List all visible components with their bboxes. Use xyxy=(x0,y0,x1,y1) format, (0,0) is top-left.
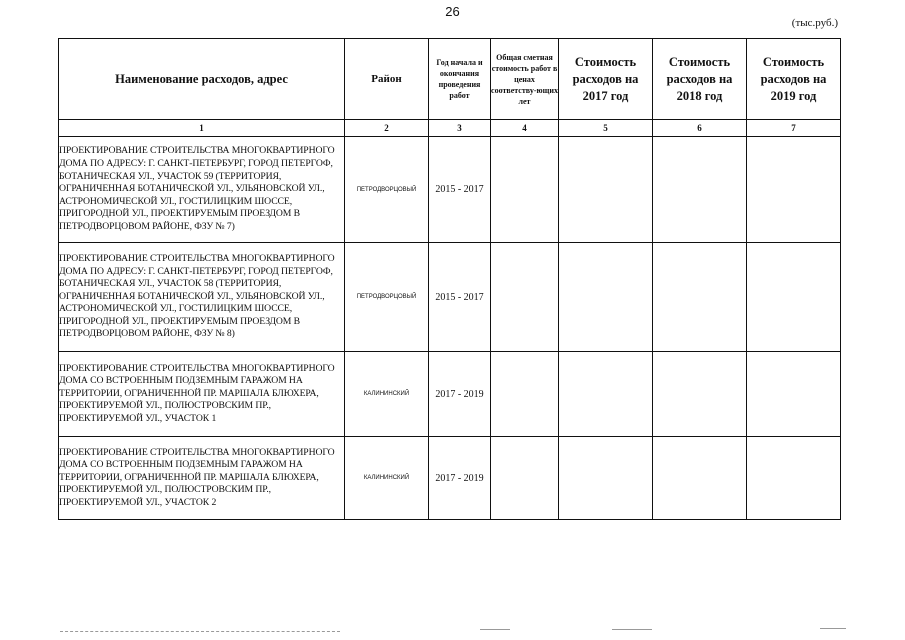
table-row xyxy=(59,352,841,437)
scan-artifact-line xyxy=(820,628,846,629)
scan-artifact-line xyxy=(612,629,652,630)
cost-2018-cell xyxy=(653,437,747,520)
expense-name: ПРОЕКТИРОВАНИЕ СТРОИТЕЛЬСТВА МНОГОКВАРТИРНОГО ДОМА СО ВСТРОЕННЫМ ПОДЗЕМНЫМ ГАРАЖОМ НА ТЕРРИТОРИИ, ОГРАНИЧЕННОЙ ПР. МАРШАЛА БЛЮХЕРА, ПРОЕКТИРУЕМОЙ УЛ., ПОЛЮСТРОВСКИМ ПР., ПРОЕКТИРУЕМОЙ УЛ., УЧАСТОК 2 xyxy=(59,437,345,520)
cost-2018-cell xyxy=(653,352,747,437)
work-years: 2015 - 2017 xyxy=(429,243,491,352)
table-row xyxy=(59,437,841,520)
header-row xyxy=(59,39,841,120)
expense-name: ПРОЕКТИРОВАНИЕ СТРОИТЕЛЬСТВА МНОГОКВАРТИРНОГО ДОМА СО ВСТРОЕННЫМ ПОДЗЕМНЫМ ГАРАЖОМ НА ТЕРРИТОРИИ, ОГРАНИЧЕННОЙ ПР. МАРШАЛА БЛЮХЕРА, ПРОЕКТИРУЕМОЙ УЛ., ПОЛЮСТРОВСКИМ ПР., ПРОЕКТИРУЕМОЙ УЛ., УЧАСТОК 1 xyxy=(59,352,345,437)
estimate-cell xyxy=(491,137,559,243)
header-name: Наименование расходов, адрес xyxy=(59,39,345,120)
cost-2018-cell xyxy=(653,137,747,243)
header-years: Год начала и окончания проведения работ xyxy=(429,39,491,120)
cost-2019-cell xyxy=(747,437,841,520)
district: КАЛИНИНСКИЙ xyxy=(345,437,429,520)
estimate-cell xyxy=(491,243,559,352)
estimate-cell xyxy=(491,437,559,520)
column-number: 4 xyxy=(491,120,559,137)
column-number: 7 xyxy=(747,120,841,137)
header-cost-2017: Стоимость расходов на 2017 год xyxy=(559,39,653,120)
table-row xyxy=(59,243,841,352)
scan-artifact-line xyxy=(60,631,340,632)
cost-2019-cell xyxy=(747,352,841,437)
page-number: 26 xyxy=(445,4,460,19)
column-number: 5 xyxy=(559,120,653,137)
column-number: 2 xyxy=(345,120,429,137)
header-cost-2019: Стоимость расходов на 2019 год xyxy=(747,39,841,120)
unit-label: (тыс.руб.) xyxy=(791,17,838,29)
column-number-row xyxy=(59,120,841,137)
district: КАЛИНИНСКИЙ xyxy=(345,352,429,437)
cost-2017-cell xyxy=(559,437,653,520)
expense-name: ПРОЕКТИРОВАНИЕ СТРОИТЕЛЬСТВА МНОГОКВАРТИРНОГО ДОМА ПО АДРЕСУ: Г. САНКТ-ПЕТЕРБУРГ, ГОРОД ПЕТЕРГОФ, БОТАНИЧЕСКАЯ УЛ., УЧАСТОК 59 (ТЕРРИТОРИЯ, ОГРАНИЧЕННАЯ БОТАНИЧЕСКОЙ УЛ., УЛЬЯНОВСКОЙ УЛ., АСТРОНОМИЧЕСКОЙ УЛ., ГОСТИЛИЦКИМ ШОССЕ, ПРИГОРОДНОЙ УЛ., ПРОЕКТИРУЕМЫМ ПРОЕЗДОМ В ПЕТРОДВОРЦОВОМ РАЙОНЕ, ФЗУ № 7) xyxy=(59,137,345,243)
column-number: 3 xyxy=(429,120,491,137)
work-years: 2017 - 2019 xyxy=(429,437,491,520)
district: ПЕТРОДВОРЦОВЫЙ xyxy=(345,243,429,352)
column-number: 6 xyxy=(653,120,747,137)
cost-2017-cell xyxy=(559,243,653,352)
cost-2018-cell xyxy=(653,243,747,352)
expenses-table xyxy=(58,38,841,520)
district: ПЕТРОДВОРЦОВЫЙ xyxy=(345,137,429,243)
header-cost-2018: Стоимость расходов на 2018 год xyxy=(653,39,747,120)
cost-2017-cell xyxy=(559,137,653,243)
header-district: Район xyxy=(345,39,429,120)
table-row xyxy=(59,137,841,243)
cost-2019-cell xyxy=(747,243,841,352)
work-years: 2017 - 2019 xyxy=(429,352,491,437)
header-estimate: Общая сметная стоимость работ в ценах соответству-ющих лет xyxy=(491,39,559,120)
column-number: 1 xyxy=(59,120,345,137)
estimate-cell xyxy=(491,352,559,437)
cost-2019-cell xyxy=(747,137,841,243)
work-years: 2015 - 2017 xyxy=(429,137,491,243)
scan-artifact-line xyxy=(480,629,510,630)
expense-name: ПРОЕКТИРОВАНИЕ СТРОИТЕЛЬСТВА МНОГОКВАРТИРНОГО ДОМА ПО АДРЕСУ: Г. САНКТ-ПЕТЕРБУРГ, ГОРОД ПЕТЕРГОФ, БОТАНИЧЕСКАЯ УЛ., УЧАСТОК 58 (ТЕРРИТОРИЯ, ОГРАНИЧЕННАЯ БОТАНИЧЕСКОЙ УЛ., УЛЬЯНОВСКОЙ УЛ., АСТРОНОМИЧЕСКОЙ УЛ., ГОСТИЛИЦКИМ ШОССЕ, ПРИГОРОДНОЙ УЛ., ПРОЕКТИРУЕМЫМ ПРОЕЗДОМ В ПЕТРОДВОРЦОВОМ РАЙОНЕ, ФЗУ № 8) xyxy=(59,243,345,352)
cost-2017-cell xyxy=(559,352,653,437)
